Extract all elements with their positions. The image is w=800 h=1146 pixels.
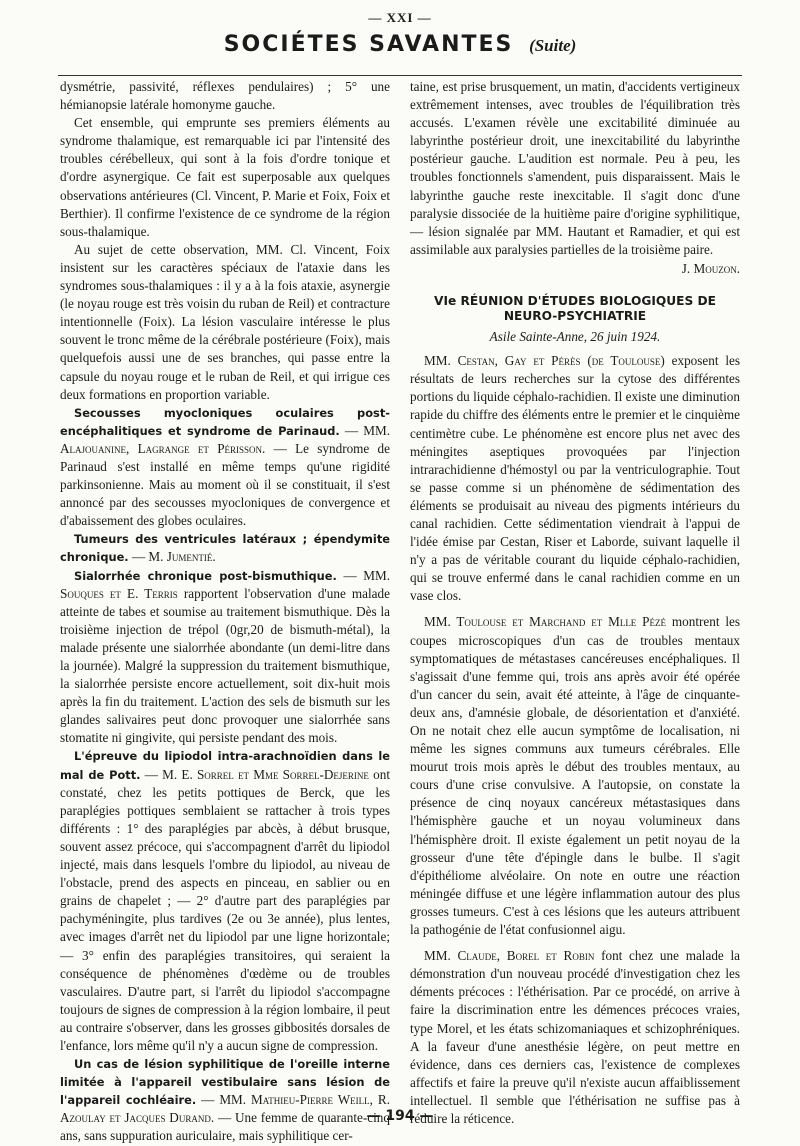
section-heading-line: VIe RÉUNION D'ÉTUDES BIOLOGIQUES DE — [434, 294, 716, 309]
abstract-title: Un cas de lésion syphilitique de l'oreille interne limitée à l'appareil vestibulaire sans lésion de l'appareil cochléaire. — [60, 1057, 390, 1108]
paragraph: dysmétrie, passivité, réflexes pendulaires) ; 5° une hémianopsie latérale homonyme gauche. — [60, 79, 390, 113]
page-number: — 194 — — [366, 1108, 434, 1124]
paragraph: Cet ensemble, qui emprunte ses premiers éléments au syndrome thalamique, est remarquable ici par l'intensité des troubles cérébelleux, qui sont à la fois d'ordre tonique et d'ordre asynergique. Ce fait est superposable aux quelques observations antérieures (Cl. Vincent, P. Marie et Foix, Foix et Berthier). Il confirme l'existence de ce syndrome de la région sous-thalamique. — [60, 115, 390, 239]
paragraph: taine, est prise brusquement, un matin, d'accidents vertigineux extrêmement intenses, avec troubles de l'équilibration très accusés. L'examen révèle une excitabilité diminuée au labyrinthe postérieur droit, une inexcitabilité du labyrinthe postérieur gauche. L'audition est normale. Peu à peu, les troubles fonctionnels s'amendent, puis disparaissent. Mais le labyrinthe gauche reste inexcitable. Il s'agit donc d'une paralysie dissociée de la huitième paire d'origine syphilitique, — lésion signalée par MM. Hautant et Ramadier, et qui est assimilable aux paralysies partielles de la troisième paire. — [410, 79, 740, 257]
abstract-text: montrent les coupes microscopiques d'un cas de troubles mentaux symptomatiques de métastases cancéreuses encéphaliques. Il s'agissait d'une femme qui, trois ans après avoir été opérée d'un cancer du sein, avait été atteinte, à l'âge de cinquante-deux ans, d'amnésie globale, de désorientation et d'anxiété. On ne notait chez elle aucun symptôme de localisation, ni même les signes communs aux tumeurs cérébrales. Elle mourut trois mois après le début des troubles mentaux, au cours d'une crise convulsive. A l'autopsie, on constate la présence de cinq noyaux cancéreux métastasiques dans l'hémisphère gauche et un noyau volumineux dans l'hémisphère droit. Il existe également un petit noyau de la grosseur d'une tête d'épingle dans le bulbe. Il s'agit d'épithéliome alvéolaire. On note en outre une réaction méningée diffuse et une légère inflammation autour des plus grosses tumeurs. C'est à ces lésions que les auteurs attribuent la pathogénie de l'état confusionnel aigu. — [410, 614, 740, 938]
abstract-text: — Une femme de quarante-cinq ans, sans suppuration auriculaire, mais syphilitique cer- — [60, 1110, 390, 1144]
abstract-authors: — M. E. Sorrel et Mme Sorrel-Dejerine — [144, 766, 369, 782]
abstract-authors: — M. Jumentié. — [131, 549, 216, 565]
abstract-title: Sialorrhée chronique post-bismuthique. — [74, 568, 337, 583]
page-title-text: SOCIÉTES SAVANTES — [223, 32, 514, 57]
abstract-etherisation — [410, 947, 740, 1128]
abstract-authors: MM. Toulouse et Marchand et Mlle Pézé — [424, 614, 666, 630]
abstract-authors: — MM. Alajouanine, Lagrange et Périsson. — [60, 422, 391, 456]
abstract-authors: — MM. Souques et E. Terris — [60, 567, 391, 601]
abstract-text: exposent les résultats de leurs recherches sur la cytose des différentes portions du liquide céphalo-rachidien. Il existe une diminution rapide du chiffre des éléments entre le premier et le cinquième centimètre cube. Le phénomène est encore plus net avec des méningites aseptiques provoquées par l'injection intrarachidienne d'hémostyl ou par la ventriculographie. Tout se passe comme si un phénomène de sédimentation des éléments se produisait au niveau des pigments intérieurs du canal rachidien. Cette sédimentation viendrait à l'appui de l'idée émise par Cestan, Riser et Laborde, suivant laquelle il n'y a pas de véritable courant du liquide céphalo-rachidien, qui se trouve enfermé dans le canal rachidien comme en un vase clos. — [410, 353, 741, 604]
page-title-suffix: (Suite) — [529, 36, 577, 55]
header-rule — [58, 75, 742, 76]
abstract-myoclonies — [60, 404, 390, 531]
abstract-authors: MM. Claude, Borel et Robin — [424, 948, 595, 964]
abstract-title: Tumeurs des ventricules latéraux ; épendymite chronique. — [60, 532, 390, 565]
abstract-lipiodol — [60, 747, 390, 1055]
abstract-cytose — [410, 352, 740, 605]
abstract-title: L'épreuve du lipiodol intra-arachnoïdien dans le mal de Pott. — [60, 749, 390, 782]
right-column — [410, 78, 741, 1126]
section-heading-line: NEURO-PSYCHIATRIE — [503, 309, 647, 324]
paragraph: Au sujet de cette observation, MM. Cl. Vincent, Foix insistent sur les caractères spéciaux de l'ataxie dans les syndromes sous-thalamiques : il y a à la fois ataxie, asynergie (le noyau rouge est très voisin du ruban de Reil) et contracture intentionnelle (Foix). La lésion vasculaire intéresse le plus souvent le tronc même de la cérébrale postérieure (Foix), mais quelquefois aussi une de ses branches, qui passe entre la capsule du noyau rouge et le ruban de Reil, et qui irrigue ces deux formations en proportion variable. — [60, 241, 390, 402]
abstract-text: rapportent l'observation d'une malade atteinte de tabes et soumise au traitement bismuthique. Dès la troisième injection de trépol (0gr,20 de bismuth-métal), la malade présente une sialorrhée abondante (un demi-litre dans la journée). Malgré la suppression du traitement bismuthique, la sialorrhée persiste encore actuellement, soit dix-huit mois après la fin du traitement. L'action des sels de bismuth sur les glandes salivaires peut donc provoquer une sialorrhée sans stomatite ni gingivite, qui persiste pendant des mois. — [60, 585, 390, 746]
left-column — [60, 78, 391, 1144]
section-heading — [410, 294, 740, 324]
abstract-oreille — [60, 1055, 390, 1145]
top-page-number: — XXI — — [368, 10, 432, 25]
abstract-metastases — [410, 613, 740, 939]
abstract-title: Secousses myocloniques oculaires post-encéphalitiques et syndrome de Parinaud. — [60, 405, 390, 438]
page-title — [0, 32, 800, 57]
abstract-text: font chez une malade la démonstration d'un nouveau procédé d'investigation chez les déments précoces : l'éthérisation. Par ce procédé, on arrive à faire la discrimination entre les démences précoces vraies, type Morel, et les états schizomaniaques et schizophréniques. A la faveur d'une anesthésie légère, on peut mettre en évidence, dans ces derniers cas, l'existence de complexes affectifs et faire la preuve qu'il n'existe aucun affaiblissement intellectuel. Il semble que l'éthérisation ne suffise pas à réduire la réticence. — [410, 948, 741, 1126]
abstract-authors: — MM. Mathieu-Pierre Weill, R. Azoulay et Jacques Durand. — [60, 1092, 391, 1126]
abstract-sialorrhee — [60, 567, 390, 748]
abstract-text: ont constaté, chez les petits pottiques de Berck, que les paraplégies pottiques semblaient se rattacher à trois types différents : 1° des paraplégies par abcès, à début brusque, souvent assez précoce, qui s'accompagnent d'arrêt du lipiodol injecté, mais dans lesquels l'ombre du lipiodol, au niveau de l'obstacle, prend des aspects en pinceau, en sablier ou en grains de chapelet ; — 2° d'autre part des paraplégies par pachyméningite, plus tardives (2e ou 3e année), plus lentes, avec images d'arrêt net du lipiodol par une ligne horizontale; — 3° enfin des paraplégies transitoires, qui seraient la conséquence de phénomènes d'œdème ou de troubles vasculaires. D'autre part, si l'arrêt du lipiodol s'accompagne toujours de signes de compression à la région lombaire, il peut au contraire s'observer, dans les grosses gibbosités dorsales de l'enfance, lors même qu'il n'y a aucun signe de compression. — [60, 766, 390, 1053]
section-subtitle: Asile Sainte-Anne, 26 juin 1924. — [489, 329, 661, 345]
abstract-text: — Le syndrome de Parinaud s'est installé en même temps qu'une rigidité parkinsonienne. Mais au moment où il se constituait, il s'est annoncé par des secousses myocloniques de convergence et d'abaissement des globes oculaires. — [60, 440, 391, 529]
abstract-authors: MM. Cestan, Gay et Pérès (de Toulouse) — [424, 353, 665, 369]
author-signature: J. Mouzon. — [681, 260, 740, 276]
abstract-tumeurs — [60, 530, 390, 566]
